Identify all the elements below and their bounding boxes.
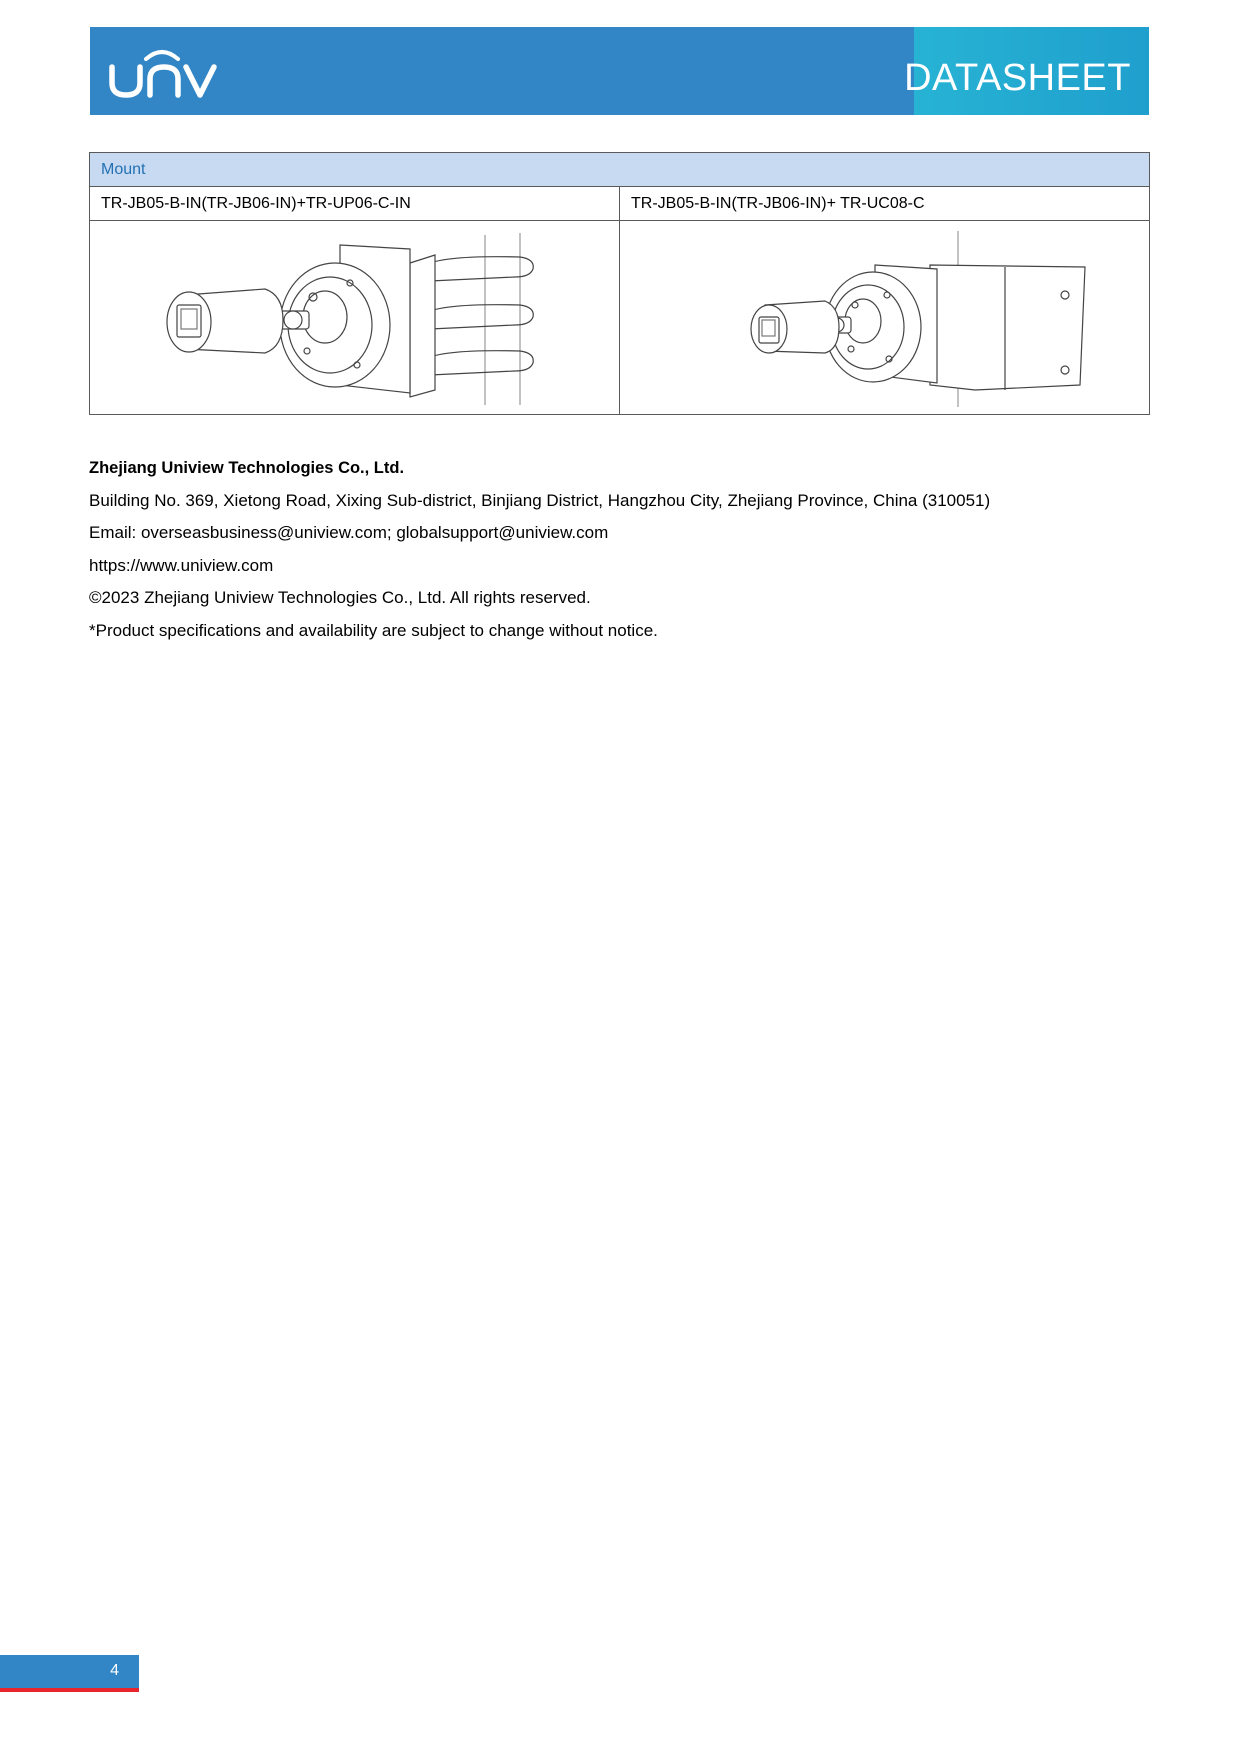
copyright-notice: ©2023 Zhejiang Uniview Technologies Co., Ltd. All rights reserved.: [89, 588, 591, 607]
section-header-row: [90, 153, 1150, 187]
header-banner: [90, 27, 1149, 115]
model-label-corner: TR-JB05-B-IN(TR-JB06-IN)+ TR-UC08-C: [620, 187, 1150, 221]
doc-type-label: DATASHEET: [904, 57, 1131, 99]
model-row: [90, 187, 1150, 221]
company-website[interactable]: https://www.uniview.com: [89, 555, 274, 575]
pole-mount-cell: [90, 221, 620, 415]
page-number-box: [0, 1655, 139, 1692]
company-address: Building No. 369, Xietong Road, Xixing Sub-district, Binjiang District, Hangzhou City, Zhejiang Province, China (310051): [89, 490, 991, 510]
pole-mount-illustration: [125, 225, 585, 411]
disclaimer: *Product specifications and availability are subject to change without notice.: [89, 620, 658, 640]
corner-mount-cell: [620, 221, 1150, 415]
company-name: Zhejiang Uniview Technologies Co., Ltd.: [89, 459, 405, 477]
illustration-row: [90, 221, 1150, 415]
datasheet-tab: [904, 27, 1149, 115]
page-number: 4: [110, 1662, 119, 1679]
company-info: [89, 452, 1149, 647]
company-email: Email: overseasbusiness@uniview.com; globalsupport@uniview.com: [89, 523, 609, 542]
mount-table: [89, 152, 1150, 415]
unv-logo: [106, 41, 218, 101]
model-label-pole: TR-JB05-B-IN(TR-JB06-IN)+TR-UP06-C-IN: [90, 187, 620, 221]
corner-mount-illustration: [675, 225, 1095, 411]
section-title: Mount: [90, 153, 1150, 187]
